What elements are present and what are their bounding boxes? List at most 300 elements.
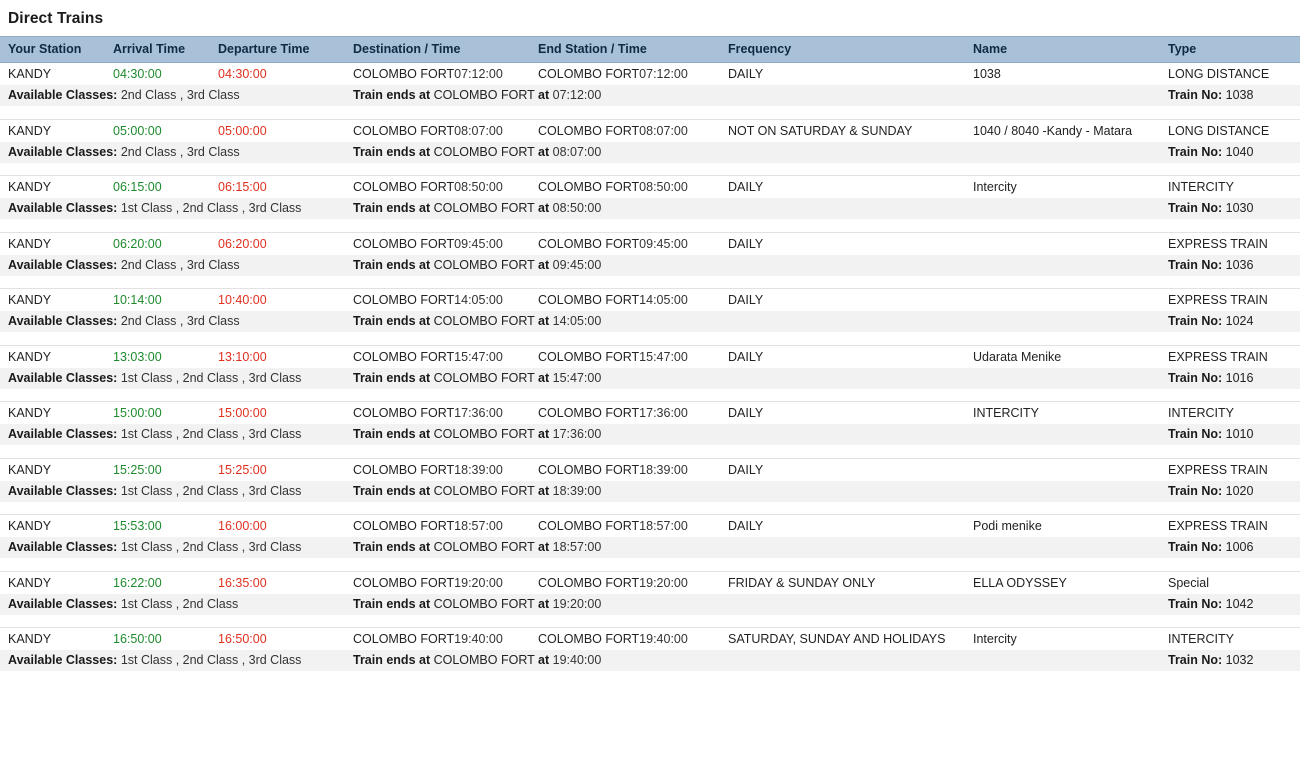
- train-ends-station: COLOMBO FORT: [433, 483, 535, 498]
- cell-train-type: [1160, 289, 1300, 312]
- train-ends-label: Train ends at: [353, 427, 431, 441]
- row-spacer-cell: [0, 163, 1300, 176]
- destination-station: COLOMBO FORT: [353, 180, 455, 194]
- cell-frequency: [720, 402, 965, 425]
- table-row[interactable]: [0, 458, 1300, 481]
- cell-your-station: [0, 345, 105, 368]
- cell-train-name-text: 1038: [973, 67, 1001, 81]
- cell-departure-time: [210, 289, 345, 312]
- row-spacer: [0, 445, 1300, 458]
- row-spacer-cell: [0, 219, 1300, 232]
- cell-destination: [345, 63, 530, 86]
- cell-your-station-text: KANDY: [8, 123, 52, 138]
- table-row-details: [0, 481, 1300, 502]
- cell-your-station: [0, 232, 105, 255]
- cell-arrival-time: [105, 176, 210, 199]
- cell-departure-time-text: 05:00:00: [218, 123, 267, 138]
- train-ends-time: 09:45:00: [552, 257, 602, 272]
- train-ends-at-label: at: [538, 257, 550, 272]
- cell-your-station-text: KANDY: [8, 406, 52, 420]
- cell-train-type-text: EXPRESS TRAIN: [1168, 236, 1268, 251]
- cell-available-classes: [0, 537, 345, 558]
- cell-train-ends: [345, 85, 1160, 106]
- train-ends-time: 17:36:00: [552, 427, 602, 441]
- cell-your-station-text: KANDY: [8, 293, 52, 307]
- column-header-arrival-time[interactable]: Arrival Time: [105, 37, 210, 63]
- column-header-your-station[interactable]: Your Station: [0, 37, 105, 63]
- cell-your-station-text: KANDY: [8, 349, 52, 364]
- cell-train-no: [1160, 198, 1300, 219]
- cell-train-name: [965, 571, 1160, 594]
- train-ends-at-label: at: [538, 370, 550, 385]
- end-station: COLOMBO FORT: [538, 67, 640, 81]
- end-station-time: 19:40:00: [639, 632, 688, 646]
- train-no-value: 1006: [1225, 540, 1254, 554]
- end-station-time: 08:07:00: [639, 123, 688, 138]
- row-spacer-cell: [0, 615, 1300, 628]
- row-spacer-cell: [0, 389, 1300, 402]
- cell-available-classes: [0, 198, 345, 219]
- row-spacer: [0, 163, 1300, 176]
- train-ends-time: 19:40:00: [552, 653, 602, 667]
- train-ends-label: Train ends at: [353, 257, 431, 272]
- end-station: COLOMBO FORT: [538, 293, 640, 307]
- cell-arrival-time: [105, 402, 210, 425]
- train-ends-label: Train ends at: [353, 653, 431, 667]
- train-ends-at-label: at: [538, 201, 550, 215]
- cell-arrival-time-text: 15:25:00: [113, 462, 162, 477]
- destination-station: COLOMBO FORT: [353, 632, 455, 646]
- train-ends-label: Train ends at: [353, 540, 431, 554]
- cell-arrival-time: [105, 119, 210, 142]
- destination-station: COLOMBO FORT: [353, 575, 455, 590]
- cell-train-type: [1160, 515, 1300, 538]
- cell-end-station: [530, 402, 720, 425]
- cell-your-station-text: KANDY: [8, 519, 52, 533]
- available-classes-value: 2nd Class , 3rd Class: [120, 314, 240, 328]
- cell-your-station-text: KANDY: [8, 575, 52, 590]
- train-ends-time: 14:05:00: [552, 314, 602, 328]
- end-station: COLOMBO FORT: [538, 180, 640, 194]
- cell-train-type-text: Special: [1168, 575, 1209, 590]
- cell-destination: [345, 628, 530, 651]
- cell-departure-time-text: 13:10:00: [218, 349, 267, 364]
- available-classes-label: Available Classes:: [8, 427, 118, 441]
- cell-train-no: [1160, 537, 1300, 558]
- end-station-time: 15:47:00: [639, 349, 688, 364]
- destination-station: COLOMBO FORT: [353, 293, 455, 307]
- cell-frequency: [720, 63, 965, 86]
- cell-departure-time-text: 15:25:00: [218, 462, 267, 477]
- cell-arrival-time-text: 06:20:00: [113, 236, 162, 251]
- available-classes-label: Available Classes:: [8, 144, 118, 159]
- cell-arrival-time-text: 16:22:00: [113, 575, 162, 590]
- column-header-departure-time[interactable]: Departure Time: [210, 37, 345, 63]
- cell-your-station-text: KANDY: [8, 67, 52, 81]
- train-ends-label: Train ends at: [353, 483, 431, 498]
- cell-end-station: [530, 119, 720, 142]
- cell-destination: [345, 515, 530, 538]
- table-row-details: [0, 311, 1300, 332]
- table-row-details: [0, 368, 1300, 389]
- cell-departure-time: [210, 402, 345, 425]
- cell-arrival-time-text: 15:00:00: [113, 406, 162, 420]
- cell-train-no: [1160, 311, 1300, 332]
- cell-your-station-text: KANDY: [8, 236, 52, 251]
- cell-train-type: [1160, 63, 1300, 86]
- cell-train-type-text: EXPRESS TRAIN: [1168, 519, 1268, 533]
- cell-frequency-text: DAILY: [728, 293, 764, 307]
- cell-departure-time: [210, 458, 345, 481]
- cell-train-type: [1160, 571, 1300, 594]
- destination-station: COLOMBO FORT: [353, 236, 455, 251]
- cell-end-station: [530, 628, 720, 651]
- cell-train-no: [1160, 255, 1300, 276]
- train-no-value: 1016: [1225, 370, 1254, 385]
- train-ends-label: Train ends at: [353, 596, 431, 611]
- end-station-time: 18:57:00: [639, 519, 688, 533]
- cell-train-name: [965, 345, 1160, 368]
- destination-station: COLOMBO FORT: [353, 67, 455, 81]
- table-row-details: [0, 85, 1300, 106]
- table-row[interactable]: [0, 345, 1300, 368]
- cell-train-name: [965, 628, 1160, 651]
- cell-train-name-text: Intercity: [973, 180, 1017, 194]
- train-ends-label: Train ends at: [353, 201, 431, 215]
- cell-train-ends: [345, 311, 1160, 332]
- row-spacer-cell: [0, 445, 1300, 458]
- cell-departure-time-text: 06:20:00: [218, 236, 267, 251]
- cell-train-no: [1160, 368, 1300, 389]
- train-ends-time: 08:07:00: [552, 144, 602, 159]
- train-ends-label: Train ends at: [353, 144, 431, 159]
- destination-time: 18:39:00: [454, 462, 503, 477]
- cell-frequency-text: DAILY: [728, 180, 764, 194]
- available-classes-value: 1st Class , 2nd Class , 3rd Class: [120, 540, 302, 554]
- row-spacer: [0, 389, 1300, 402]
- end-station-time: 18:39:00: [639, 462, 688, 477]
- cell-arrival-time: [105, 515, 210, 538]
- available-classes-label: Available Classes:: [8, 370, 118, 385]
- cell-available-classes: [0, 481, 345, 502]
- cell-departure-time: [210, 119, 345, 142]
- train-ends-label: Train ends at: [353, 88, 431, 102]
- train-ends-station: COLOMBO FORT: [433, 257, 535, 272]
- end-station: COLOMBO FORT: [538, 349, 640, 364]
- row-spacer-cell: [0, 276, 1300, 289]
- table-row-details: [0, 255, 1300, 276]
- cell-frequency-text: DAILY: [728, 462, 764, 477]
- cell-frequency: [720, 176, 965, 199]
- direct-trains-table: [0, 36, 1300, 671]
- cell-arrival-time: [105, 628, 210, 651]
- cell-destination: [345, 571, 530, 594]
- end-station: COLOMBO FORT: [538, 575, 640, 590]
- cell-destination: [345, 345, 530, 368]
- train-no-label: Train No:: [1168, 257, 1223, 272]
- available-classes-value: 2nd Class , 3rd Class: [120, 257, 240, 272]
- train-ends-at-label: at: [538, 540, 550, 554]
- train-no-label: Train No:: [1168, 653, 1223, 667]
- cell-train-no: [1160, 85, 1300, 106]
- column-header-end-station-time[interactable]: End Station / Time: [530, 37, 720, 63]
- end-station-time: 19:20:00: [639, 575, 688, 590]
- train-ends-label: Train ends at: [353, 314, 431, 328]
- cell-arrival-time-text: 06:15:00: [113, 180, 162, 194]
- cell-train-type-text: LONG DISTANCE: [1168, 123, 1270, 138]
- table-row[interactable]: [0, 232, 1300, 255]
- cell-departure-time-text: 16:35:00: [218, 575, 267, 590]
- cell-available-classes: [0, 255, 345, 276]
- cell-available-classes: [0, 368, 345, 389]
- cell-departure-time: [210, 232, 345, 255]
- cell-end-station: [530, 345, 720, 368]
- train-no-label: Train No:: [1168, 88, 1223, 102]
- end-station: COLOMBO FORT: [538, 462, 640, 477]
- cell-train-ends: [345, 142, 1160, 163]
- end-station: COLOMBO FORT: [538, 519, 640, 533]
- cell-arrival-time-text: 13:03:00: [113, 349, 162, 364]
- table-row[interactable]: [0, 515, 1300, 538]
- destination-time: 09:45:00: [454, 236, 503, 251]
- table-row-details: [0, 142, 1300, 163]
- row-spacer: [0, 558, 1300, 571]
- cell-end-station: [530, 176, 720, 199]
- cell-train-name-text: Podi menike: [973, 519, 1042, 533]
- available-classes-label: Available Classes:: [8, 88, 118, 102]
- available-classes-value: 1st Class , 2nd Class , 3rd Class: [120, 427, 302, 441]
- destination-time: 17:36:00: [454, 406, 503, 420]
- destination-time: 07:12:00: [454, 67, 503, 81]
- cell-frequency: [720, 119, 965, 142]
- cell-end-station: [530, 289, 720, 312]
- cell-end-station: [530, 63, 720, 86]
- available-classes-label: Available Classes:: [8, 483, 118, 498]
- cell-available-classes: [0, 85, 345, 106]
- end-station: COLOMBO FORT: [538, 406, 640, 420]
- cell-destination: [345, 458, 530, 481]
- end-station-time: 14:05:00: [639, 293, 688, 307]
- cell-arrival-time: [105, 571, 210, 594]
- cell-train-name: [965, 232, 1160, 255]
- available-classes-label: Available Classes:: [8, 596, 118, 611]
- cell-departure-time-text: 10:40:00: [218, 293, 267, 307]
- destination-time: 14:05:00: [454, 293, 503, 307]
- cell-departure-time: [210, 345, 345, 368]
- train-ends-at-label: at: [538, 144, 550, 159]
- table-row[interactable]: [0, 176, 1300, 199]
- cell-train-type-text: LONG DISTANCE: [1168, 67, 1270, 81]
- column-header-frequency[interactable]: Frequency: [720, 37, 965, 63]
- cell-end-station: [530, 515, 720, 538]
- available-classes-label: Available Classes:: [8, 201, 118, 215]
- cell-train-no: [1160, 481, 1300, 502]
- cell-destination: [345, 289, 530, 312]
- table-row[interactable]: [0, 289, 1300, 312]
- train-ends-station: COLOMBO FORT: [433, 596, 535, 611]
- cell-departure-time: [210, 571, 345, 594]
- table-row[interactable]: [0, 628, 1300, 651]
- train-ends-station: COLOMBO FORT: [433, 314, 535, 328]
- available-classes-label: Available Classes:: [8, 540, 118, 554]
- row-spacer: [0, 219, 1300, 232]
- table-body: [0, 63, 1300, 672]
- cell-departure-time: [210, 63, 345, 86]
- cell-train-type: [1160, 458, 1300, 481]
- train-no-value: 1036: [1225, 257, 1254, 272]
- cell-train-name-text: INTERCITY: [973, 406, 1039, 420]
- cell-train-name: [965, 289, 1160, 312]
- train-no-value: 1032: [1225, 653, 1254, 667]
- train-ends-at-label: at: [538, 653, 550, 667]
- train-ends-station: COLOMBO FORT: [433, 144, 535, 159]
- cell-your-station: [0, 515, 105, 538]
- cell-your-station: [0, 63, 105, 86]
- cell-departure-time-text: 04:30:00: [218, 67, 267, 81]
- cell-train-no: [1160, 650, 1300, 671]
- cell-train-ends: [345, 537, 1160, 558]
- column-header-type[interactable]: Type: [1160, 37, 1300, 63]
- available-classes-value: 1st Class , 2nd Class , 3rd Class: [120, 483, 302, 498]
- row-spacer: [0, 502, 1300, 515]
- cell-your-station: [0, 289, 105, 312]
- train-no-label: Train No:: [1168, 201, 1223, 215]
- cell-frequency: [720, 571, 965, 594]
- cell-train-type: [1160, 232, 1300, 255]
- cell-train-type-text: EXPRESS TRAIN: [1168, 349, 1268, 364]
- cell-frequency: [720, 628, 965, 651]
- cell-end-station: [530, 458, 720, 481]
- train-ends-at-label: at: [538, 483, 550, 498]
- cell-frequency-text: DAILY: [728, 519, 764, 533]
- end-station: COLOMBO FORT: [538, 236, 640, 251]
- cell-destination: [345, 119, 530, 142]
- destination-station: COLOMBO FORT: [353, 406, 455, 420]
- cell-train-no: [1160, 594, 1300, 615]
- cell-frequency: [720, 515, 965, 538]
- cell-frequency-text: NOT ON SATURDAY & SUNDAY: [728, 123, 913, 138]
- train-no-value: 1038: [1225, 88, 1254, 102]
- train-no-label: Train No:: [1168, 427, 1223, 441]
- train-ends-at-label: at: [538, 88, 550, 102]
- train-no-label: Train No:: [1168, 540, 1223, 554]
- cell-arrival-time: [105, 345, 210, 368]
- available-classes-value: 1st Class , 2nd Class , 3rd Class: [120, 370, 302, 385]
- train-ends-station: COLOMBO FORT: [433, 540, 535, 554]
- cell-train-ends: [345, 424, 1160, 445]
- cell-arrival-time-text: 16:50:00: [113, 632, 162, 646]
- cell-departure-time-text: 16:00:00: [218, 519, 267, 533]
- column-header-name[interactable]: Name: [965, 37, 1160, 63]
- cell-train-name-text: Udarata Menike: [973, 349, 1062, 364]
- cell-departure-time-text: 16:50:00: [218, 632, 267, 646]
- cell-departure-time: [210, 515, 345, 538]
- cell-train-type-text: INTERCITY: [1168, 406, 1234, 420]
- cell-your-station: [0, 402, 105, 425]
- train-no-label: Train No:: [1168, 314, 1223, 328]
- train-ends-at-label: at: [538, 596, 550, 611]
- cell-frequency-text: DAILY: [728, 236, 764, 251]
- destination-station: COLOMBO FORT: [353, 519, 455, 533]
- train-ends-station: COLOMBO FORT: [433, 201, 535, 215]
- cell-available-classes: [0, 650, 345, 671]
- table-header: [0, 37, 1300, 63]
- cell-your-station-text: KANDY: [8, 462, 52, 477]
- cell-your-station: [0, 458, 105, 481]
- available-classes-value: 1st Class , 2nd Class , 3rd Class: [120, 653, 302, 667]
- cell-frequency-text: FRIDAY & SUNDAY ONLY: [728, 575, 876, 590]
- end-station-time: 09:45:00: [639, 236, 688, 251]
- cell-train-ends: [345, 368, 1160, 389]
- row-spacer-cell: [0, 106, 1300, 119]
- table-row[interactable]: [0, 402, 1300, 425]
- cell-arrival-time-text: 05:00:00: [113, 123, 162, 138]
- cell-arrival-time: [105, 232, 210, 255]
- train-ends-time: 07:12:00: [552, 88, 602, 102]
- cell-train-name: [965, 402, 1160, 425]
- available-classes-value: 1st Class , 2nd Class: [120, 596, 239, 611]
- cell-train-name-text: 1040 / 8040 -Kandy - Matara: [973, 123, 1133, 138]
- cell-frequency: [720, 345, 965, 368]
- row-spacer: [0, 332, 1300, 345]
- table-row[interactable]: [0, 119, 1300, 142]
- row-spacer-cell: [0, 558, 1300, 571]
- end-station-time: 08:50:00: [639, 180, 688, 194]
- cell-your-station-text: KANDY: [8, 180, 52, 194]
- column-header-destination-time[interactable]: Destination / Time: [345, 37, 530, 63]
- train-no-value: 1010: [1225, 427, 1254, 441]
- train-ends-station: COLOMBO FORT: [433, 653, 535, 667]
- cell-frequency: [720, 232, 965, 255]
- cell-your-station: [0, 571, 105, 594]
- cell-arrival-time: [105, 63, 210, 86]
- train-ends-station: COLOMBO FORT: [433, 88, 535, 102]
- table-row-details: [0, 424, 1300, 445]
- train-no-value: 1024: [1225, 314, 1254, 328]
- cell-frequency-text: DAILY: [728, 349, 764, 364]
- cell-end-station: [530, 571, 720, 594]
- cell-train-ends: [345, 650, 1160, 671]
- table-row[interactable]: [0, 63, 1300, 86]
- cell-destination: [345, 176, 530, 199]
- cell-available-classes: [0, 424, 345, 445]
- cell-train-ends: [345, 594, 1160, 615]
- train-no-value: 1042: [1225, 596, 1254, 611]
- train-ends-time: 15:47:00: [552, 370, 602, 385]
- train-ends-time: 08:50:00: [552, 201, 602, 215]
- cell-train-type: [1160, 402, 1300, 425]
- page-title: Direct Trains: [8, 10, 104, 27]
- cell-frequency: [720, 458, 965, 481]
- cell-available-classes: [0, 594, 345, 615]
- train-no-value: 1020: [1225, 483, 1254, 498]
- cell-train-name: [965, 63, 1160, 86]
- train-ends-at-label: at: [538, 427, 550, 441]
- train-no-value: 1030: [1225, 201, 1254, 215]
- cell-train-no: [1160, 424, 1300, 445]
- cell-train-name: [965, 458, 1160, 481]
- cell-train-name-text: Intercity: [973, 632, 1017, 646]
- table-row-details: [0, 198, 1300, 219]
- train-ends-time: 18:39:00: [552, 483, 602, 498]
- destination-time: 18:57:00: [454, 519, 503, 533]
- cell-train-type: [1160, 345, 1300, 368]
- table-row[interactable]: [0, 571, 1300, 594]
- train-no-label: Train No:: [1168, 144, 1223, 159]
- destination-time: 08:07:00: [454, 123, 503, 138]
- cell-your-station: [0, 628, 105, 651]
- cell-train-type-text: INTERCITY: [1168, 632, 1234, 646]
